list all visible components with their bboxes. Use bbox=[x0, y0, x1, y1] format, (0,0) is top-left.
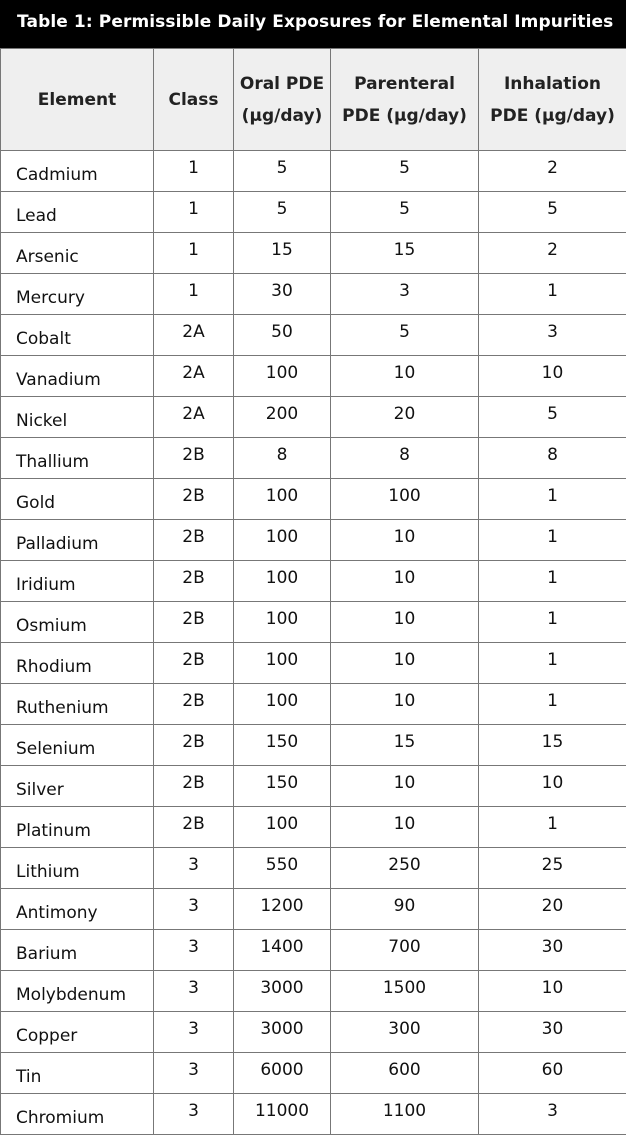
cell-element: Chromium bbox=[1, 1094, 154, 1135]
cell-parenteral-pde: 600 bbox=[331, 1053, 479, 1094]
cell-parenteral-pde: 250 bbox=[331, 848, 479, 889]
table-body bbox=[1, 151, 626, 1135]
cell-class: 2B bbox=[154, 725, 234, 766]
cell-parenteral-pde: 10 bbox=[331, 356, 479, 397]
cell-element: Mercury bbox=[1, 274, 154, 315]
cell-oral-pde: 100 bbox=[234, 643, 331, 684]
cell-element: Selenium bbox=[1, 725, 154, 766]
cell-class: 3 bbox=[154, 848, 234, 889]
cell-inhalation-pde: 10 bbox=[479, 356, 626, 397]
cell-oral-pde: 5 bbox=[234, 192, 331, 233]
header-parenteral-line1: Parenteral bbox=[331, 68, 478, 100]
cell-parenteral-pde: 5 bbox=[331, 192, 479, 233]
cell-inhalation-pde: 15 bbox=[479, 725, 626, 766]
cell-element: Ruthenium bbox=[1, 684, 154, 725]
header-element: Element bbox=[1, 49, 154, 151]
cell-oral-pde: 200 bbox=[234, 397, 331, 438]
cell-inhalation-pde: 1 bbox=[479, 807, 626, 848]
cell-element: Vanadium bbox=[1, 356, 154, 397]
cell-element: Nickel bbox=[1, 397, 154, 438]
cell-element: Thallium bbox=[1, 438, 154, 479]
cell-inhalation-pde: 1 bbox=[479, 561, 626, 602]
cell-oral-pde: 30 bbox=[234, 274, 331, 315]
cell-oral-pde: 5 bbox=[234, 151, 331, 192]
cell-inhalation-pde: 30 bbox=[479, 1012, 626, 1053]
cell-parenteral-pde: 700 bbox=[331, 930, 479, 971]
cell-oral-pde: 15 bbox=[234, 233, 331, 274]
table-row bbox=[1, 1094, 626, 1135]
cell-class: 3 bbox=[154, 1012, 234, 1053]
cell-class: 1 bbox=[154, 233, 234, 274]
cell-oral-pde: 100 bbox=[234, 602, 331, 643]
table-row bbox=[1, 479, 626, 520]
table-row bbox=[1, 274, 626, 315]
cell-parenteral-pde: 1500 bbox=[331, 971, 479, 1012]
cell-oral-pde: 6000 bbox=[234, 1053, 331, 1094]
cell-inhalation-pde: 60 bbox=[479, 1053, 626, 1094]
cell-parenteral-pde: 10 bbox=[331, 684, 479, 725]
cell-oral-pde: 50 bbox=[234, 315, 331, 356]
table-row bbox=[1, 397, 626, 438]
cell-element: Platinum bbox=[1, 807, 154, 848]
cell-parenteral-pde: 8 bbox=[331, 438, 479, 479]
cell-oral-pde: 8 bbox=[234, 438, 331, 479]
cell-parenteral-pde: 10 bbox=[331, 766, 479, 807]
cell-oral-pde: 100 bbox=[234, 807, 331, 848]
cell-class: 2B bbox=[154, 643, 234, 684]
table-row bbox=[1, 1012, 626, 1053]
header-class: Class bbox=[154, 49, 234, 151]
cell-oral-pde: 150 bbox=[234, 766, 331, 807]
cell-class: 2A bbox=[154, 356, 234, 397]
table-row bbox=[1, 725, 626, 766]
cell-class: 2B bbox=[154, 561, 234, 602]
cell-element: Rhodium bbox=[1, 643, 154, 684]
cell-inhalation-pde: 1 bbox=[479, 520, 626, 561]
cell-parenteral-pde: 15 bbox=[331, 725, 479, 766]
table-row bbox=[1, 889, 626, 930]
cell-oral-pde: 150 bbox=[234, 725, 331, 766]
cell-parenteral-pde: 10 bbox=[331, 602, 479, 643]
cell-inhalation-pde: 1 bbox=[479, 274, 626, 315]
cell-element: Lithium bbox=[1, 848, 154, 889]
cell-inhalation-pde: 10 bbox=[479, 766, 626, 807]
cell-inhalation-pde: 2 bbox=[479, 151, 626, 192]
cell-oral-pde: 100 bbox=[234, 520, 331, 561]
cell-class: 3 bbox=[154, 930, 234, 971]
cell-class: 2A bbox=[154, 397, 234, 438]
cell-class: 2B bbox=[154, 479, 234, 520]
header-inhalation-pde bbox=[479, 49, 626, 151]
cell-inhalation-pde: 20 bbox=[479, 889, 626, 930]
table-row bbox=[1, 561, 626, 602]
cell-element: Barium bbox=[1, 930, 154, 971]
cell-inhalation-pde: 25 bbox=[479, 848, 626, 889]
pde-table bbox=[0, 48, 626, 1135]
cell-element: Molybdenum bbox=[1, 971, 154, 1012]
table-row bbox=[1, 971, 626, 1012]
header-oral-line2: (µg/day) bbox=[234, 100, 330, 132]
cell-oral-pde: 3000 bbox=[234, 971, 331, 1012]
cell-element: Tin bbox=[1, 1053, 154, 1094]
cell-inhalation-pde: 30 bbox=[479, 930, 626, 971]
table-row bbox=[1, 643, 626, 684]
cell-oral-pde: 550 bbox=[234, 848, 331, 889]
cell-class: 3 bbox=[154, 1094, 234, 1135]
cell-class: 2B bbox=[154, 520, 234, 561]
cell-inhalation-pde: 3 bbox=[479, 1094, 626, 1135]
table-row bbox=[1, 1053, 626, 1094]
header-oral-line1: Oral PDE bbox=[234, 68, 330, 100]
cell-class: 2B bbox=[154, 438, 234, 479]
cell-inhalation-pde: 1 bbox=[479, 643, 626, 684]
cell-class: 1 bbox=[154, 274, 234, 315]
cell-element: Lead bbox=[1, 192, 154, 233]
cell-inhalation-pde: 8 bbox=[479, 438, 626, 479]
table-row bbox=[1, 848, 626, 889]
table-row bbox=[1, 192, 626, 233]
cell-class: 3 bbox=[154, 1053, 234, 1094]
table-row bbox=[1, 602, 626, 643]
cell-inhalation-pde: 10 bbox=[479, 971, 626, 1012]
table-row bbox=[1, 684, 626, 725]
cell-class: 1 bbox=[154, 151, 234, 192]
cell-class: 3 bbox=[154, 971, 234, 1012]
table-row bbox=[1, 151, 626, 192]
table-row bbox=[1, 520, 626, 561]
cell-oral-pde: 11000 bbox=[234, 1094, 331, 1135]
cell-element: Copper bbox=[1, 1012, 154, 1053]
cell-inhalation-pde: 5 bbox=[479, 192, 626, 233]
cell-parenteral-pde: 1100 bbox=[331, 1094, 479, 1135]
cell-inhalation-pde: 5 bbox=[479, 397, 626, 438]
table-row bbox=[1, 930, 626, 971]
cell-element: Palladium bbox=[1, 520, 154, 561]
cell-element: Silver bbox=[1, 766, 154, 807]
cell-inhalation-pde: 1 bbox=[479, 684, 626, 725]
cell-class: 1 bbox=[154, 192, 234, 233]
cell-oral-pde: 1200 bbox=[234, 889, 331, 930]
cell-parenteral-pde: 5 bbox=[331, 151, 479, 192]
cell-class: 2B bbox=[154, 684, 234, 725]
table-row bbox=[1, 766, 626, 807]
cell-element: Iridium bbox=[1, 561, 154, 602]
cell-parenteral-pde: 10 bbox=[331, 561, 479, 602]
cell-parenteral-pde: 100 bbox=[331, 479, 479, 520]
table-row bbox=[1, 315, 626, 356]
cell-element: Cobalt bbox=[1, 315, 154, 356]
cell-oral-pde: 100 bbox=[234, 479, 331, 520]
table-row bbox=[1, 356, 626, 397]
cell-inhalation-pde: 3 bbox=[479, 315, 626, 356]
table-row bbox=[1, 807, 626, 848]
cell-class: 3 bbox=[154, 889, 234, 930]
table-row bbox=[1, 233, 626, 274]
cell-element: Antimony bbox=[1, 889, 154, 930]
cell-oral-pde: 100 bbox=[234, 356, 331, 397]
header-parenteral-pde bbox=[331, 49, 479, 151]
cell-parenteral-pde: 20 bbox=[331, 397, 479, 438]
cell-class: 2B bbox=[154, 807, 234, 848]
header-inhalation-line2: PDE (µg/day) bbox=[479, 100, 626, 132]
cell-element: Cadmium bbox=[1, 151, 154, 192]
cell-parenteral-pde: 10 bbox=[331, 807, 479, 848]
cell-inhalation-pde: 1 bbox=[479, 602, 626, 643]
cell-parenteral-pde: 5 bbox=[331, 315, 479, 356]
header-inhalation-line1: Inhalation bbox=[479, 68, 626, 100]
cell-element: Osmium bbox=[1, 602, 154, 643]
cell-oral-pde: 3000 bbox=[234, 1012, 331, 1053]
cell-oral-pde: 100 bbox=[234, 684, 331, 725]
cell-inhalation-pde: 1 bbox=[479, 479, 626, 520]
table-title: Table 1: Permissible Daily Exposures for Elemental Impurities bbox=[0, 0, 626, 48]
header-oral-pde bbox=[234, 49, 331, 151]
cell-inhalation-pde: 2 bbox=[479, 233, 626, 274]
cell-oral-pde: 100 bbox=[234, 561, 331, 602]
cell-parenteral-pde: 90 bbox=[331, 889, 479, 930]
cell-class: 2A bbox=[154, 315, 234, 356]
cell-parenteral-pde: 10 bbox=[331, 520, 479, 561]
header-parenteral-line2: PDE (µg/day) bbox=[331, 100, 478, 132]
header-row bbox=[1, 49, 626, 151]
cell-class: 2B bbox=[154, 602, 234, 643]
cell-parenteral-pde: 300 bbox=[331, 1012, 479, 1053]
cell-element: Arsenic bbox=[1, 233, 154, 274]
cell-element: Gold bbox=[1, 479, 154, 520]
cell-parenteral-pde: 15 bbox=[331, 233, 479, 274]
cell-parenteral-pde: 10 bbox=[331, 643, 479, 684]
cell-class: 2B bbox=[154, 766, 234, 807]
table-row bbox=[1, 438, 626, 479]
cell-oral-pde: 1400 bbox=[234, 930, 331, 971]
cell-parenteral-pde: 3 bbox=[331, 274, 479, 315]
